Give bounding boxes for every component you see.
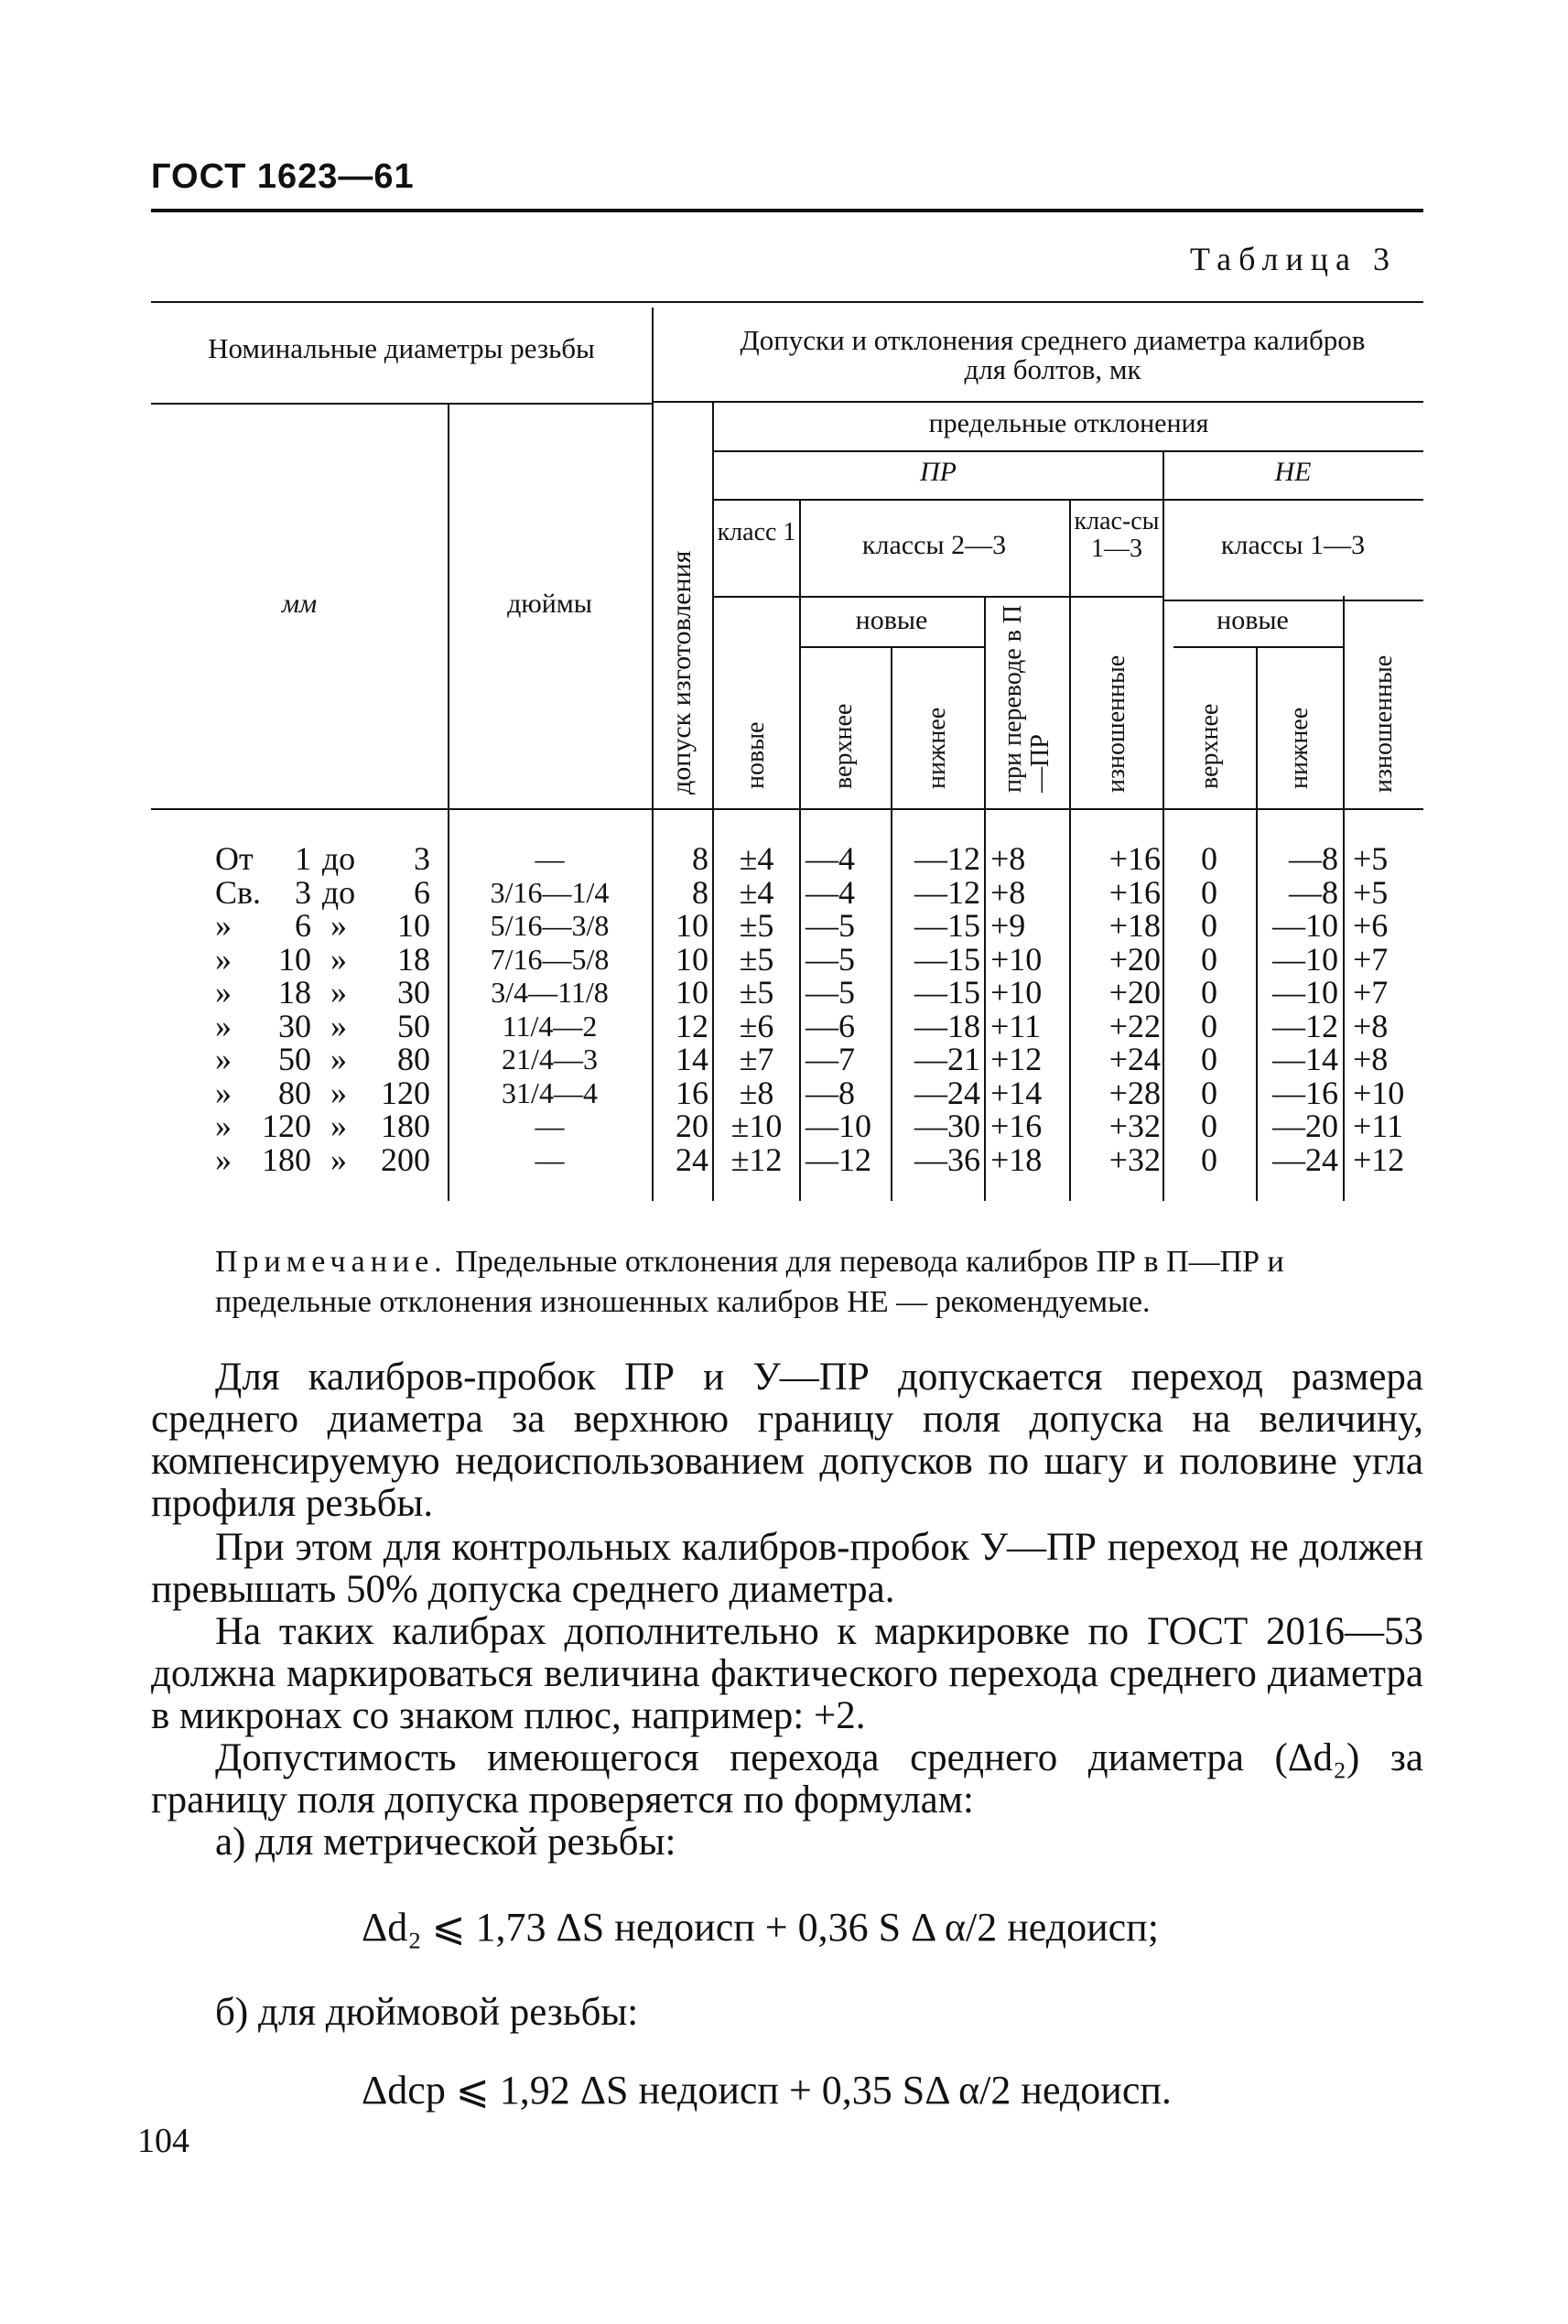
col-tolerances-header: Допуски и отклонения среднего диаметра калибров для болтов, мк: [740, 324, 1366, 385]
table-cell-mm_b: 120: [381, 1074, 430, 1111]
table-cell-mm_b: 30: [397, 974, 430, 1011]
table-cell-mm_a: 50: [278, 1041, 311, 1077]
rule: [1162, 600, 1423, 601]
table-cell-tol: 24: [676, 1140, 708, 1178]
table-cell-tol: 14: [676, 1041, 708, 1077]
table-cell-up: —4: [806, 840, 855, 877]
table-cell-mm_b: 50: [397, 1007, 430, 1044]
table-top-rule: [151, 301, 1423, 303]
col-worn2-header: изношенные: [1369, 654, 1398, 793]
table-cell-lo: —15: [914, 907, 980, 944]
table-cell-c1: ±5: [739, 974, 774, 1011]
table-cell-tol: 10: [676, 974, 708, 1011]
table-cell-mm_mid: »: [330, 1007, 347, 1044]
col-transfer-header: при переводе в П—ПР: [999, 604, 1054, 793]
col-new2-header: новые: [1217, 605, 1289, 635]
table-cell-lo: —12: [914, 840, 980, 877]
table-cell-ne_worn: +11: [1353, 1108, 1403, 1144]
table-cell-ne_worn: +7: [1353, 974, 1389, 1011]
table-cell-ne_lo: —10: [1272, 907, 1338, 944]
col-class1-header: класс 1: [717, 518, 796, 546]
table-cell-tol: 10: [676, 907, 708, 944]
table-cell-worn: +16: [1108, 873, 1161, 911]
col-nominal-header: Номинальные диаметры резьбы: [208, 332, 595, 364]
col-mm-header: мм: [281, 589, 318, 619]
paragraph: На таких калибрах дополнительно к маркировке по ГОСТ 2016—53 должна маркироваться величина фактического перехода среднего диаметра в микронах со знаком плюс, например: +2.: [151, 1610, 1423, 1737]
table-cell-ne_up: 0: [1201, 1074, 1217, 1111]
table-cell-mm_pre: »: [215, 1041, 232, 1077]
table-cell-mm_a: 6: [295, 907, 311, 944]
table-cell-mm_b: 200: [381, 1140, 430, 1178]
table-cell-c1: ±5: [739, 907, 774, 944]
table-cell-mm_pre: »: [215, 1140, 232, 1178]
table-cell-worn: +18: [1108, 907, 1161, 944]
table-cell-mm_b: 18: [397, 940, 430, 978]
table-cell-mm_b: 180: [381, 1108, 430, 1144]
table-cell-mm_mid: »: [330, 1140, 347, 1178]
table-cell-inch: —: [535, 1142, 565, 1176]
table-cell-mm_b: 3: [414, 840, 430, 877]
table-cell-ne_up: 0: [1201, 840, 1217, 877]
table-cell-tr: +8: [990, 873, 1026, 911]
col-worn-header: изношенные: [1102, 654, 1130, 793]
table-cell-mm_mid: »: [330, 1041, 347, 1077]
table-cell-inch: 21/4—3: [502, 1043, 598, 1076]
table-cell-tr: +10: [990, 940, 1043, 978]
col-new-v-header: новые: [741, 721, 770, 789]
table-cell-tol: 8: [692, 873, 708, 911]
col-classes23-header: классы 2—3: [861, 530, 1007, 560]
table-cell-lo: —15: [914, 940, 980, 978]
table-cell-worn: +20: [1108, 974, 1161, 1011]
table-cell-lo: —21: [914, 1041, 980, 1077]
note-text: Предельные отклонения для перевода калибров ПР в П—ПР и предельные отклонения изношенных калибров НЕ — рекомендуемые.: [215, 1245, 1284, 1319]
table-cell-tr: +8: [990, 840, 1026, 877]
header-rule: [151, 209, 1423, 212]
table-cell-tr: +14: [990, 1074, 1043, 1111]
table-cell-mm_b: 10: [397, 907, 430, 944]
table-cell-mm_mid: до: [321, 873, 356, 911]
rule: [801, 646, 984, 648]
table-cell-mm_mid: до: [321, 840, 356, 877]
table-cell-lo: —12: [914, 873, 980, 911]
table-cell-tr: +11: [990, 1007, 1041, 1044]
paragraph: Для калибров-пробок ПР и У—ПР допускается переход размера среднего диаметра за верхнюю границу поля допуска на величину, компенсируемую недоиспользованием допусков по шагу и половине угла профиля резьбы.: [151, 1356, 1423, 1525]
table-cell-mm_pre: От: [215, 840, 254, 877]
table-cell-inch: 11/4—2: [502, 1009, 598, 1043]
table-cell-mm_a: 80: [278, 1074, 311, 1111]
table-cell-up: —5: [806, 974, 855, 1011]
table-cell-ne_lo: —20: [1272, 1108, 1338, 1144]
table-cell-mm_mid: »: [330, 974, 347, 1011]
table-cell-up: —8: [806, 1074, 855, 1111]
table-cell-mm_a: 180: [262, 1140, 311, 1178]
paragraph: При этом для контрольных калибров-пробок У—ПР переход не должен превышать 50% допуска среднего диаметра.: [151, 1526, 1423, 1611]
table-cell-tr: +18: [990, 1140, 1043, 1178]
rule: [654, 401, 1423, 403]
table-cell-ne_worn: +5: [1353, 840, 1389, 877]
formula-b: Δdср ⩽ 1,92 ΔS недоисп + 0,35 SΔ α/2 недоисп.: [362, 2068, 1172, 2113]
table-cell-c1: ±7: [739, 1041, 774, 1077]
table-cell-ne_up: 0: [1201, 873, 1217, 911]
table-cell-ne_worn: +5: [1353, 873, 1389, 911]
table-cell-ne_lo: —16: [1272, 1074, 1338, 1111]
table-cell-ne_up: 0: [1201, 1041, 1217, 1077]
table-cell-inch: —: [535, 1109, 565, 1142]
table-cell-inch: 3/4—11/8: [491, 976, 609, 1009]
table-cell-c1: ±4: [739, 840, 774, 877]
table-cell-lo: —24: [914, 1074, 980, 1111]
table-cell-mm_mid: »: [330, 1074, 347, 1111]
page-number: 104: [137, 2122, 189, 2160]
table-cell-tol: 16: [676, 1074, 708, 1111]
table-cell-tol: 10: [676, 940, 708, 978]
table-cell-tol: 12: [676, 1007, 708, 1044]
table-cell-inch: 5/16—3/8: [490, 909, 610, 942]
table-cell-c1: ±12: [730, 1140, 783, 1178]
formula-a: Δd₂ ⩽ 1,73 ΔS недоисп + 0,36 S Δ α/2 недоисп;: [362, 1905, 1159, 1950]
table-cell-mm_b: 6: [414, 873, 430, 911]
table-cell-c1: ±4: [739, 873, 774, 911]
table-cell-inch: —: [535, 842, 565, 875]
table-cell-mm_a: 10: [278, 940, 311, 978]
table-cell-inch: 7/16—5/8: [490, 942, 610, 976]
table-cell-ne_lo: —24: [1272, 1140, 1338, 1178]
table-cell-ne_worn: +8: [1353, 1007, 1389, 1044]
table-cell-ne_up: 0: [1201, 940, 1217, 978]
table-cell-worn: +32: [1108, 1140, 1161, 1178]
col-classes13b-header: классы 1—3: [1220, 530, 1366, 560]
table-cell-mm_pre: »: [215, 940, 232, 978]
table-cell-mm_pre: »: [215, 1007, 232, 1044]
table-cell-lo: —36: [914, 1140, 980, 1178]
table-cell-ne_up: 0: [1201, 907, 1217, 944]
table-cell-ne_lo: —8: [1289, 873, 1338, 911]
table-cell-up: —6: [806, 1007, 855, 1044]
table-cell-mm_pre: »: [215, 907, 232, 944]
table-cell-ne_worn: +8: [1353, 1041, 1389, 1077]
table-cell-c1: ±8: [739, 1074, 774, 1111]
col-lower-header: нижнее: [923, 707, 951, 789]
table-cell-ne_worn: +6: [1353, 907, 1389, 944]
table-cell-worn: +16: [1108, 840, 1161, 877]
rule: [984, 596, 986, 1201]
table-cell-mm_a: 18: [278, 974, 311, 1011]
table-cell-mm_mid: »: [330, 1108, 347, 1144]
rule: [714, 596, 1162, 598]
rule: [1173, 646, 1343, 648]
rule: [714, 450, 1423, 452]
table-cell-ne_up: 0: [1201, 974, 1217, 1011]
table-cell-ne_lo: —14: [1272, 1041, 1338, 1077]
col-pr-header: ПР: [920, 457, 957, 487]
table-cell-tr: +12: [990, 1041, 1043, 1077]
table-cell-tol: 8: [692, 840, 708, 877]
col-upper2-header: верхнее: [1195, 703, 1224, 789]
list-item-a: а) для метрической резьбы:: [215, 1821, 676, 1864]
table-cell-ne_worn: +7: [1353, 940, 1389, 978]
rule: [799, 499, 801, 1201]
table-cell-tol: 20: [676, 1108, 708, 1144]
rule: [1343, 596, 1345, 1201]
table-cell-c1: ±5: [739, 940, 774, 978]
table-cell-lo: —30: [914, 1108, 980, 1144]
table-cell-ne_up: 0: [1201, 1007, 1217, 1044]
col-inch-header: дюймы: [507, 589, 592, 619]
col-limit-dev-header: предельные отклонения: [928, 408, 1209, 438]
table-cell-ne_lo: —12: [1272, 1007, 1338, 1044]
paragraph: Допустимость имеющегося перехода среднего диаметра (Δd₂) за границу поля допуска проверяется по формулам:: [151, 1736, 1423, 1821]
table-cell-up: —10: [806, 1108, 871, 1144]
table-note: [215, 1242, 1433, 1323]
table-cell-ne_lo: —10: [1272, 940, 1338, 978]
table-cell-mm_pre: »: [215, 1074, 232, 1111]
table-cell-up: —5: [806, 940, 855, 978]
table-cell-mm_a: 30: [278, 1007, 311, 1044]
note-label: Примечание.: [215, 1245, 448, 1279]
list-item-b: б) для дюймовой резьбы:: [215, 1991, 639, 2034]
table-cell-mm_pre: »: [215, 1108, 232, 1144]
table-cell-worn: +32: [1108, 1108, 1161, 1144]
col-lower2-header: нижнее: [1285, 707, 1314, 789]
table-cell-mm_pre: »: [215, 974, 232, 1011]
table-cell-worn: +22: [1108, 1007, 1161, 1044]
table-head-rule: [151, 808, 1423, 810]
table-cell-lo: —15: [914, 974, 980, 1011]
table-cell-ne_worn: +10: [1353, 1074, 1405, 1111]
col-classes13a-header: клас-сы 1—3: [1074, 507, 1160, 563]
rule: [151, 403, 652, 405]
table-cell-tr: +16: [990, 1108, 1043, 1144]
table-cell-c1: ±10: [730, 1108, 783, 1144]
table-cell-mm_b: 80: [397, 1041, 430, 1077]
table-cell-ne_up: 0: [1201, 1140, 1217, 1178]
table-cell-inch: 3/16—1/4: [490, 875, 610, 909]
col-upper-header: верхнее: [829, 703, 858, 789]
col-manuf-tol-header: допуск изготовления: [666, 550, 697, 794]
table-cell-ne_lo: —10: [1272, 974, 1338, 1011]
table-cell-ne_worn: +12: [1353, 1140, 1405, 1178]
table-cell-worn: +28: [1108, 1074, 1161, 1111]
table-cell-lo: —18: [914, 1007, 980, 1044]
table-cell-ne_up: 0: [1201, 1108, 1217, 1144]
table-cell-mm_a: 3: [295, 873, 311, 911]
table-cell-c1: ±6: [739, 1007, 774, 1044]
table-cell-mm_a: 120: [262, 1108, 311, 1144]
table-cell-mm_a: 1: [295, 840, 311, 877]
table-cell-ne_lo: —8: [1289, 840, 1338, 877]
table-cell-worn: +24: [1108, 1041, 1161, 1077]
table-cell-up: —7: [806, 1041, 855, 1077]
col-new-header: новые: [855, 605, 928, 635]
table-cell-mm_pre: Св.: [215, 873, 262, 911]
rule: [1162, 450, 1164, 1201]
table-cell-inch: 31/4—4: [502, 1076, 598, 1109]
col-ne-header: НЕ: [1274, 457, 1312, 487]
document-id: ГОСТ 1623—61: [151, 157, 415, 196]
table-cell-tr: +10: [990, 974, 1043, 1011]
table-cell-tr: +9: [990, 907, 1026, 944]
table-cell-mm_mid: »: [330, 907, 347, 944]
table-cell-worn: +20: [1108, 940, 1161, 978]
table-cell-up: —12: [806, 1140, 871, 1178]
table-cell-up: —4: [806, 873, 855, 911]
table-cell-up: —5: [806, 907, 855, 944]
table-title: Таблица 3: [1190, 241, 1397, 277]
table-cell-mm_mid: »: [330, 940, 347, 978]
